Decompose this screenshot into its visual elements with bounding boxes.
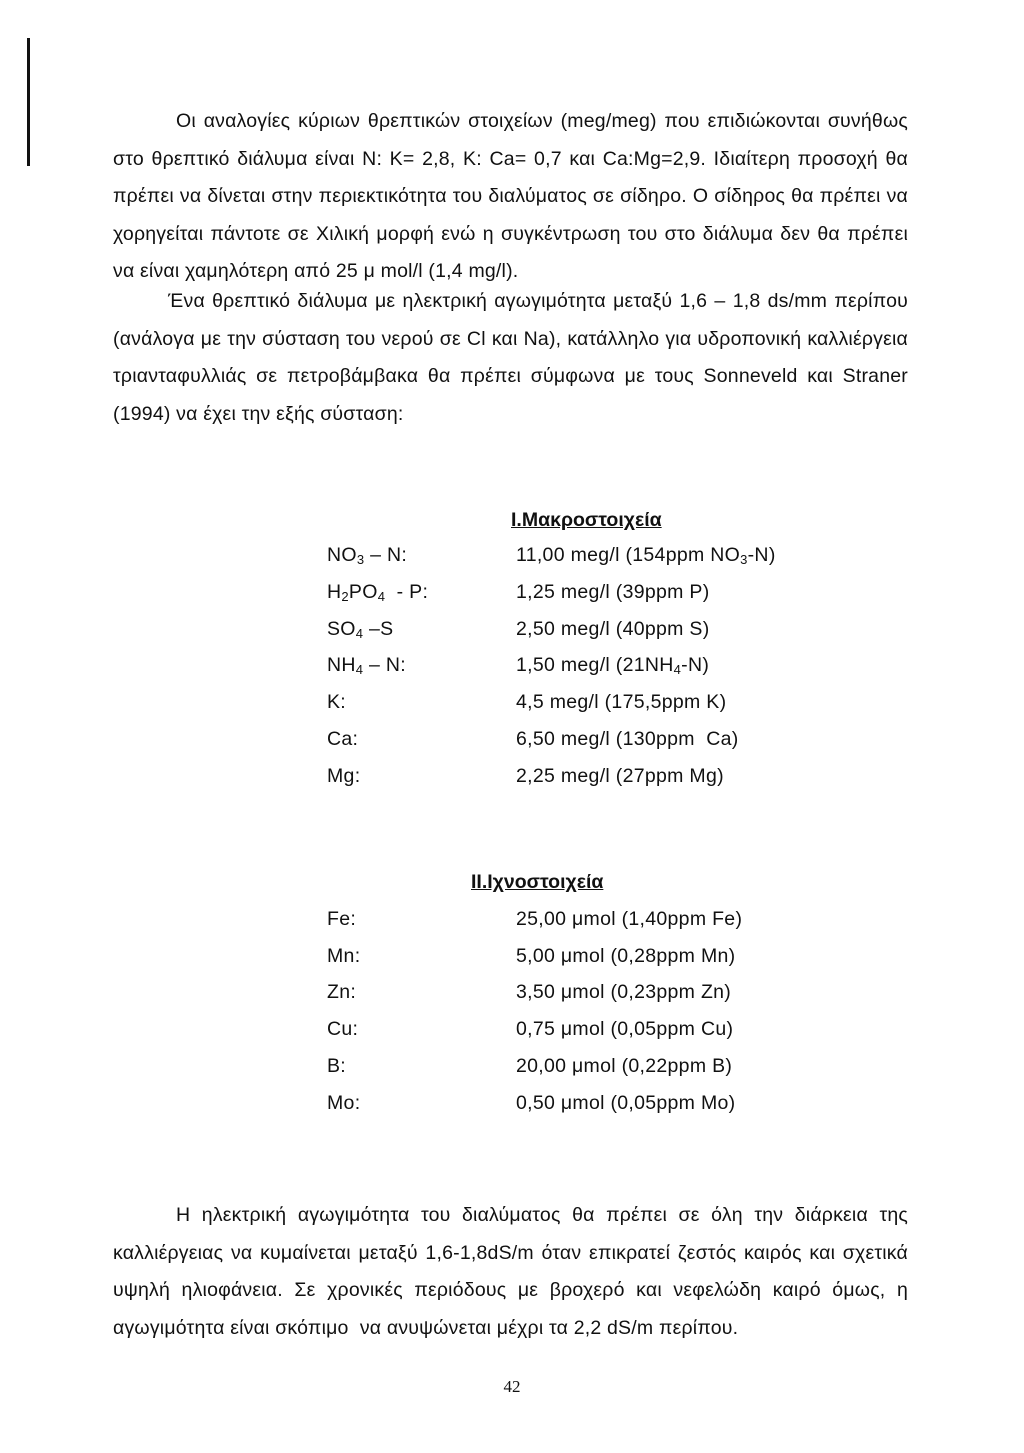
micro-row-mo — [0, 1092, 1024, 1129]
micro-value: 20,00 μmol (0,22ppm B) — [516, 1055, 733, 1077]
macro-value: 11,00 meg/l (154ppm $NO_3-N$) — [516, 544, 776, 567]
micronutrients-heading: II.Ιχνοστοιχεία — [471, 871, 604, 893]
macro-row-so4 — [0, 618, 1024, 655]
micro-label: Fe: — [327, 908, 357, 930]
macro-value: 2,25 meg/l (27ppm Mg) — [516, 765, 724, 787]
micro-label: Zn: — [327, 981, 357, 1003]
macro-row-nh4 — [0, 654, 1024, 691]
macro-value: 2,50 meg/l (40ppm S) — [516, 618, 710, 640]
micro-label: Mn: — [327, 945, 361, 967]
micro-row-fe — [0, 908, 1024, 945]
macro-label: Ca: — [327, 728, 359, 750]
paragraph-nutrient-ratios: Οι αναλογίες κύριων θρεπτικών στοιχείων (meg/meg) που επιδιώκονται συνήθως στο θρεπτικό διάλυμα είναι N: K= 2,8, K: Ca= 0,7 και Ca:Mg=2,9. Ιδιαίτερη προσοχή θα πρέπει να δίνεται στην περιεκτικότητα του διαλύματος σε σίδηρο. Ο σίδηρος θα πρέπει να χορηγείται πάντοτε σε Χιλική μορφή ενώ η συγκέντρωση του στο διάλυμα δεν θα πρέπει να είναι χαμηλότερη από 25 μ mol/l (1,4 mg/l). — [113, 110, 908, 282]
macro-label: Mg: — [327, 765, 361, 787]
macro-row-ca — [0, 728, 1024, 765]
macro-value: 1,50 meg/l $(21NH_4-N)$ — [516, 654, 710, 677]
macro-label: $H_2PO_4$ - P: — [327, 581, 429, 604]
macro-label: $NO_3$ – N: — [327, 544, 408, 567]
macro-row-mg — [0, 765, 1024, 802]
micro-value: 25,00 μmol (1,40ppm Fe) — [516, 908, 743, 930]
macro-label: K: — [327, 691, 347, 713]
macro-row-no3 — [0, 544, 1024, 581]
micro-value: 3,50 μmol (0,23ppm Zn) — [516, 981, 732, 1003]
micro-label: Cu: — [327, 1018, 359, 1040]
paragraph-conductivity: Η ηλεκτρική αγωγιμότητα του διαλύματος θα πρέπει σε όλη την διάρκεια της καλλιέργειας να κυμαίνεται μεταξύ 1,6-1,8dS/m όταν επικρατεί ζεστός καιρός και σχετικά υψηλή ηλιοφάνεια. Σε χρονικές περιόδους με βροχερό και νεφελώδη καιρό όμως, η αγωγιμότητα είναι σκόπιμο να ανυψώνεται μέχρι τα 2,2 dS/m περίπου. — [113, 1204, 914, 1339]
micro-value: 0,50 μmol (0,05ppm Mo) — [516, 1092, 736, 1114]
page-number: 42 — [503, 1377, 521, 1396]
micro-value: 0,75 μmol (0,05ppm Cu) — [516, 1018, 734, 1040]
macro-value: 4,5 meg/l (175,5ppm K) — [516, 691, 727, 713]
margin-rule — [27, 38, 30, 166]
micro-value: 5,00 μmol (0,28ppm Mn) — [516, 945, 736, 967]
paragraph-solution-intro: Ένα θρεπτικό διάλυμα με ηλεκτρική αγωγιμότητα μεταξύ 1,6 – 1,8 ds/mm περίπου (ανάλογα με την σύσταση του νερού σε Cl και Na), κατάλληλο για υδροπονική καλλιέργεια τριανταφυλλιάς σε πετροβάμβακα θα πρέπει σύμφωνα με τους Sonneveld και Straner (1994) να έχει την εξής σύσταση: — [113, 290, 908, 425]
macro-label: $SO_4$ –S — [327, 618, 394, 641]
micro-label: Mo: — [327, 1092, 361, 1114]
macro-value: 1,25 meg/l (39ppm P) — [516, 581, 710, 603]
macro-label: $NH_4$ – N: — [327, 654, 406, 677]
micro-label: B: — [327, 1055, 347, 1077]
macro-value: 6,50 meg/l (130ppm Ca) — [516, 728, 739, 750]
micro-row-b — [0, 1055, 1024, 1092]
micro-row-mn — [0, 945, 1024, 982]
macro-row-h2po4 — [0, 581, 1024, 618]
macro-row-k — [0, 691, 1024, 728]
macronutrients-heading: I.Μακροστοιχεία — [511, 509, 662, 531]
micro-row-zn — [0, 981, 1024, 1018]
micro-row-cu — [0, 1018, 1024, 1055]
